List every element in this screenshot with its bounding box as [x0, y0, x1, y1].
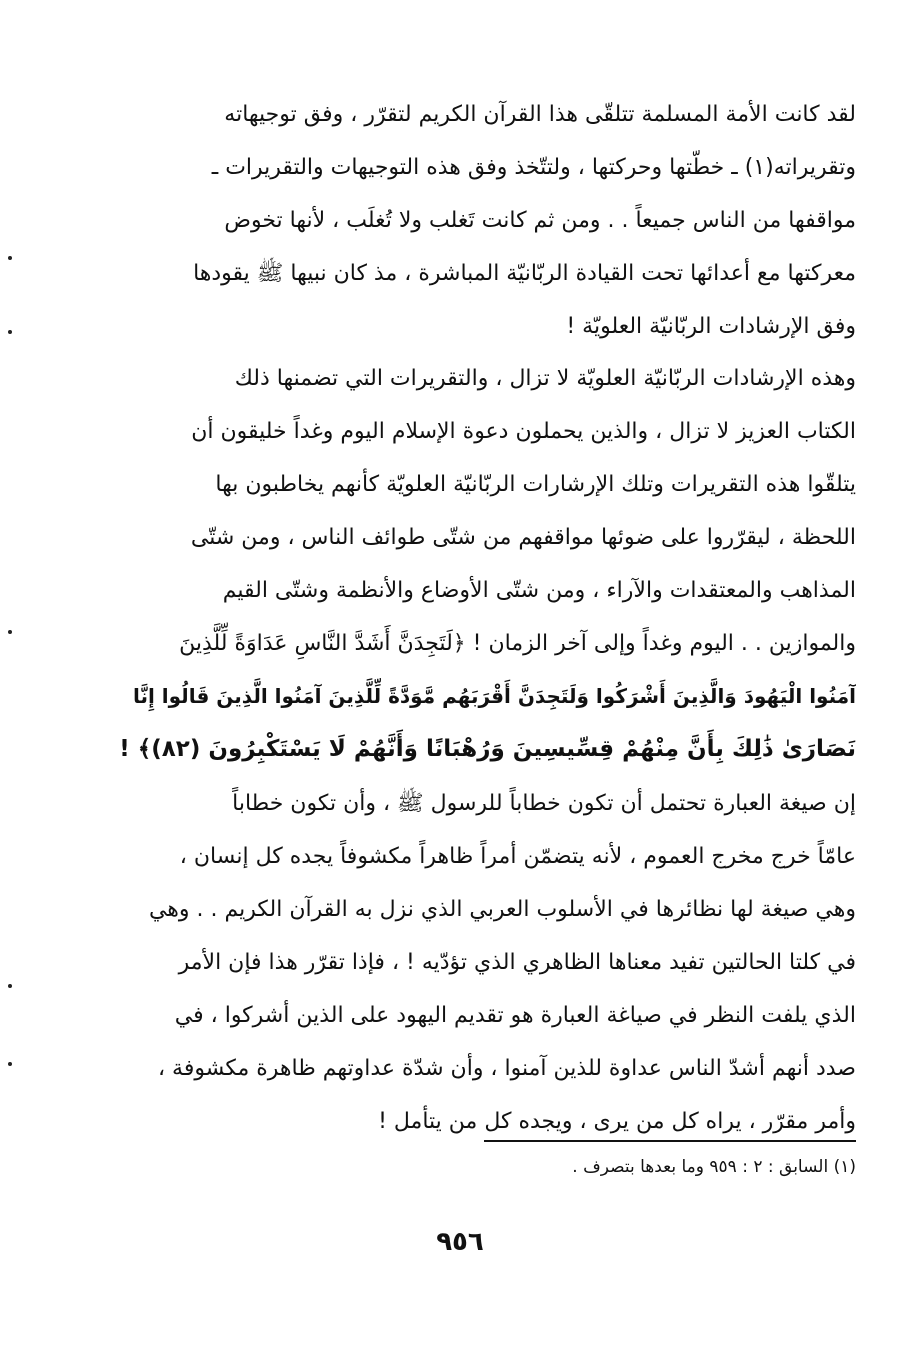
margin-speck [8, 984, 12, 988]
quran-verse-line: نَصَارَىٰ ذَٰلِكَ بِأَنَّ مِنْهُمْ قِسِّيسِينَ وَرُهْبَانًا وَأَنَّهُمْ لَا يَسْتَكْبِرُونَ (٨٢)﴾ ! [119, 736, 856, 762]
footnote: (١) السابق : ٢ : ٩٥٩ وما بعدها بتصرف . [572, 1157, 856, 1177]
text-line: عامّاً خرج مخرج العموم ، لأنه يتضمّن أمراً ظاهراً مكشوفاً يجده كل إنسان ، [179, 844, 856, 869]
text-line: وهي صيغة لها نظائرها في الأسلوب العربي الذي نزل به القرآن الكريم . . وهي [148, 897, 856, 922]
text-line: إن صيغة العبارة تحتمل أن تكون خطاباً للرسول ﷺ ، وأن تكون خطاباً [232, 791, 856, 816]
text-line: صدد أنهم أشدّ الناس عداوة للذين آمنوا ، وأن شدّة عداوتهم ظاهرة مكشوفة ، [157, 1056, 856, 1081]
text-line: في كلتا الحالتين تفيد معناها الظاهري الذي تؤدّيه ! ، فإذا تقرّر هذا فإن الأمر [178, 950, 856, 975]
paragraph-1 [118, 88, 856, 353]
text-line: اللحظة ، ليقرّروا على ضوئها مواقفهم من شتّى طوائف الناس ، ومن شتّى [190, 525, 856, 550]
paragraph-2 [118, 352, 856, 776]
text-line: المذاهب والمعتقدات والآراء ، ومن شتّى الأوضاع والأنظمة وشتّى القيم [222, 578, 856, 603]
text-line: وتقريراته(١) ـ خطّتها وحركتها ، ولتتّخذ وفق هذه التوجيهات والتقريرات ـ [211, 155, 856, 180]
text-line: وأمر مقرّر ، يراه كل من يرى ، ويجده كل من يتأمل ! [378, 1109, 856, 1134]
text-line: لقد كانت الأمة المسلمة تتلقّى هذا القرآن الكريم لتقرّر ، وفق توجيهاته [224, 102, 856, 127]
text-line: وفق الإرشادات الربّانيّة العلويّة ! [566, 314, 856, 339]
paragraph-3 [118, 777, 856, 1148]
margin-speck [8, 1062, 12, 1066]
text-line: وهذه الإرشادات الربّانيّة العلويّة لا تزال ، والتقريرات التي تضمنها ذلك [234, 366, 856, 391]
margin-speck [8, 256, 12, 260]
footnote-divider [484, 1140, 856, 1142]
text-line: معركتها مع أعدائها تحت القيادة الربّانيّة المباشرة ، مذ كان نبيها ﷺ يقودها [193, 261, 856, 286]
text-line: الكتاب العزيز لا تزال ، والذين يحملون دعوة الإسلام اليوم وغداً خليقون أن [191, 419, 856, 444]
quran-verse-line: آمَنُوا الْيَهُودَ وَالَّذِينَ أَشْرَكُوا وَلَتَجِدَنَّ أَقْرَبَهُم مَّوَدَّةً لِّلَّذِينَ آمَنُوا الَّذِينَ قَالُوا إِنَّا [132, 684, 856, 708]
page-number: ٩٥٦ [436, 1227, 484, 1257]
text-line: يتلقّوا هذه التقريرات وتلك الإرشارات الربّانيّة العلويّة كأنهم يخاطبون بها [215, 472, 856, 497]
margin-speck [8, 630, 12, 634]
margin-speck [8, 330, 12, 334]
text-line: الذي يلفت النظر في صياغة العبارة هو تقديم اليهود على الذين أشركوا ، في [174, 1003, 856, 1028]
text-line: مواقفها من الناس جميعاً . . ومن ثم كانت تَغلب ولا تُغلَب ، لأنها تخوض [224, 208, 856, 233]
text-line: والموازين . . اليوم وغداً وإلى آخر الزمان ! ﴿لَتَجِدَنَّ أَشَدَّ النَّاسِ عَدَاوَةً لِّلَّذِينَ [179, 631, 856, 656]
